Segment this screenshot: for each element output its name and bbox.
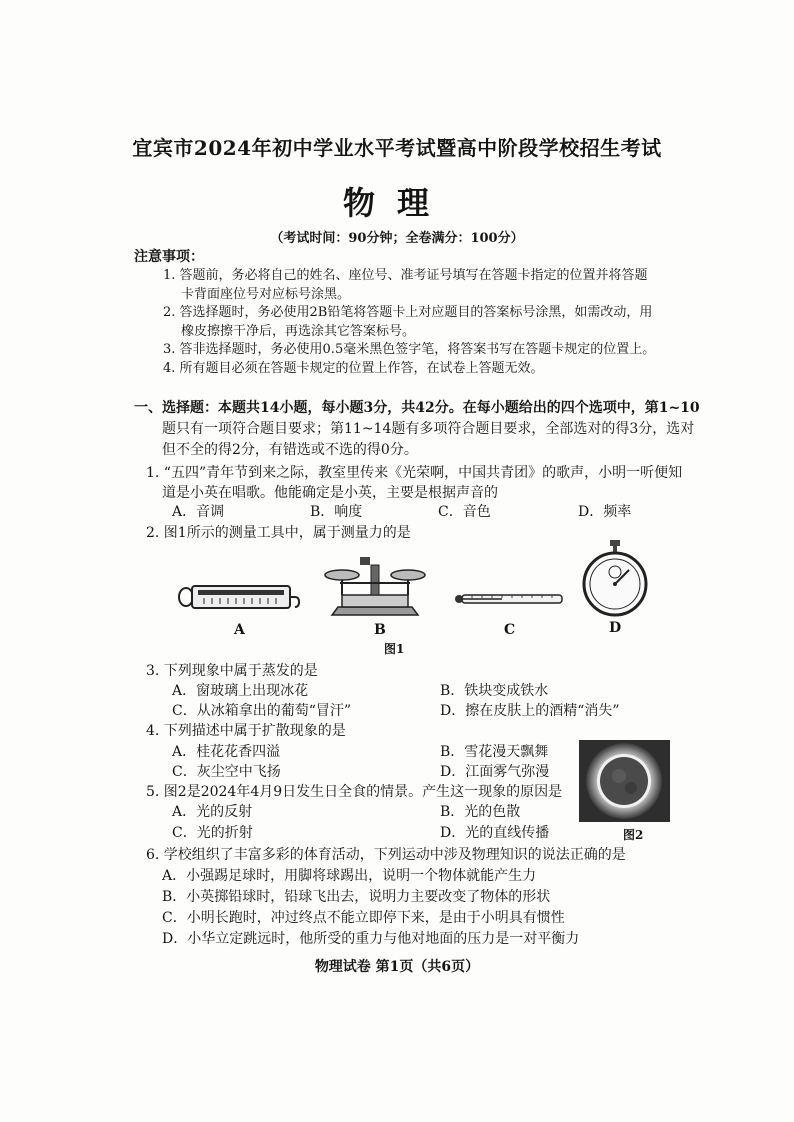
q5-option-a: A．光的反射 [172, 804, 253, 820]
q6-option-d: D．小华立定跳远时，他所受的重力与他对地面的压力是一对平衡力 [162, 931, 580, 947]
section-instructions: 一、选择题：本题共14小题，每小题3分，共42分。在每小题给出的四个选项中，第1~10 [134, 400, 700, 416]
question-1-stem: 1. “五四”青年节到来之际，教室里传来《光荣啊，中国共青团》的歌声，小明一听便知 [146, 465, 683, 481]
q4-option-a: A．桂花花香四溢 [172, 744, 281, 760]
notice-item: 1. 答题前，务必将自己的姓名、座位号、准考证号填写在答题卡指定的位置并将答题 [163, 268, 648, 283]
exam-title: 宜宾市2024年初中学业水平考试暨高中阶段学校招生考试 [132, 136, 662, 160]
notice-item: 3. 答非选择题时，务必使用0.5毫米黑色签字笔，将答案书写在答题卡规定的位置上。 [163, 342, 656, 357]
q3-option-c: C．从冰箱拿出的葡萄“冒汗” [172, 703, 352, 719]
notice-item: 2. 答选择题时，务必使用2B铅笔将答题卡上对应题目的答案标号涂黑，如需改动，用 [163, 305, 653, 320]
solar-eclipse-figure [579, 740, 670, 822]
balance-figure [320, 555, 430, 617]
stopwatch-figure [582, 538, 648, 620]
question-3-stem: 3. 下列现象中属于蒸发的是 [146, 663, 318, 679]
figure-1-label-a: A [234, 622, 245, 638]
notice-heading: 注意事项： [134, 249, 204, 265]
question-6-stem: 6. 学校组织了丰富多彩的体育活动，下列运动中涉及物理知识的说法正确的是 [146, 847, 626, 863]
q6-option-b: B．小英掷铅球时，铅球飞出去，说明力主要改变了物体的形状 [162, 889, 551, 905]
q5-option-c: C．光的折射 [172, 825, 253, 841]
question-5-stem: 5. 图2是2024年4月9日发生日全食的情景。产生这一现象的原因是 [146, 784, 563, 800]
question-1-stem: 道是小英在唱歌。他能确定是小英，主要是根据声音的 [162, 485, 498, 501]
q6-option-c: C．小明长跑时，冲过终点不能立即停下来，是由于小明具有惯性 [162, 910, 565, 926]
figure-2-caption: 图2 [623, 828, 644, 842]
spring-scale-figure [174, 578, 302, 614]
figure-1-label-b: B [374, 622, 386, 638]
figure-1-label-c: C [504, 622, 516, 638]
notice-item: 卡背面座位号对应标号涂黑。 [181, 287, 351, 302]
q1-option-a: A．音调 [172, 504, 225, 520]
figure-1-caption: 图1 [384, 642, 405, 656]
q3-option-d: D．擦在皮肤上的酒精“消失” [440, 703, 620, 719]
page-footer: 物理试卷 第1页（共6页） [314, 959, 480, 975]
section-instructions: 题只有一项符合题目要求；第11~14题有多项符合题目要求，全部选对的得3分，选对 [162, 421, 695, 437]
q4-option-b: B．雪花漫天飘舞 [440, 744, 549, 760]
thermometer-figure [452, 590, 566, 608]
subject-title: 物理 [342, 184, 451, 222]
q1-option-d: D．频率 [578, 504, 632, 520]
q1-option-b: B．响度 [310, 504, 363, 520]
notice-item: 4. 所有题目必须在答题卡规定的位置上作答，在试卷上答题无效。 [163, 361, 544, 376]
q3-option-a: A．窗玻璃上出现冰花 [172, 683, 309, 699]
question-2-stem: 2. 图1所示的测量工具中，属于测量力的是 [146, 525, 411, 541]
q6-option-a: A．小强踢足球时，用脚将球踢出，说明一个物体就能产生力 [162, 868, 537, 884]
q5-option-b: B．光的色散 [440, 804, 521, 820]
exam-info: （考试时间：90分钟；全卷满分：100分） [270, 231, 524, 246]
q5-option-d: D．光的直线传播 [440, 825, 550, 841]
notice-item: 橡皮擦擦干净后，再选涂其它答案标号。 [181, 324, 416, 339]
q4-option-d: D．江面雾气弥漫 [440, 764, 550, 780]
figure-1-label-d: D [609, 620, 622, 636]
q3-option-b: B．铁块变成铁水 [440, 683, 549, 699]
question-4-stem: 4. 下列描述中属于扩散现象的是 [146, 723, 346, 739]
q1-option-c: C．音色 [438, 504, 491, 520]
section-instructions: 但不全的得2分，有错选或不选的得0分。 [162, 442, 418, 458]
q4-option-c: C．灰尘空中飞扬 [172, 764, 281, 780]
